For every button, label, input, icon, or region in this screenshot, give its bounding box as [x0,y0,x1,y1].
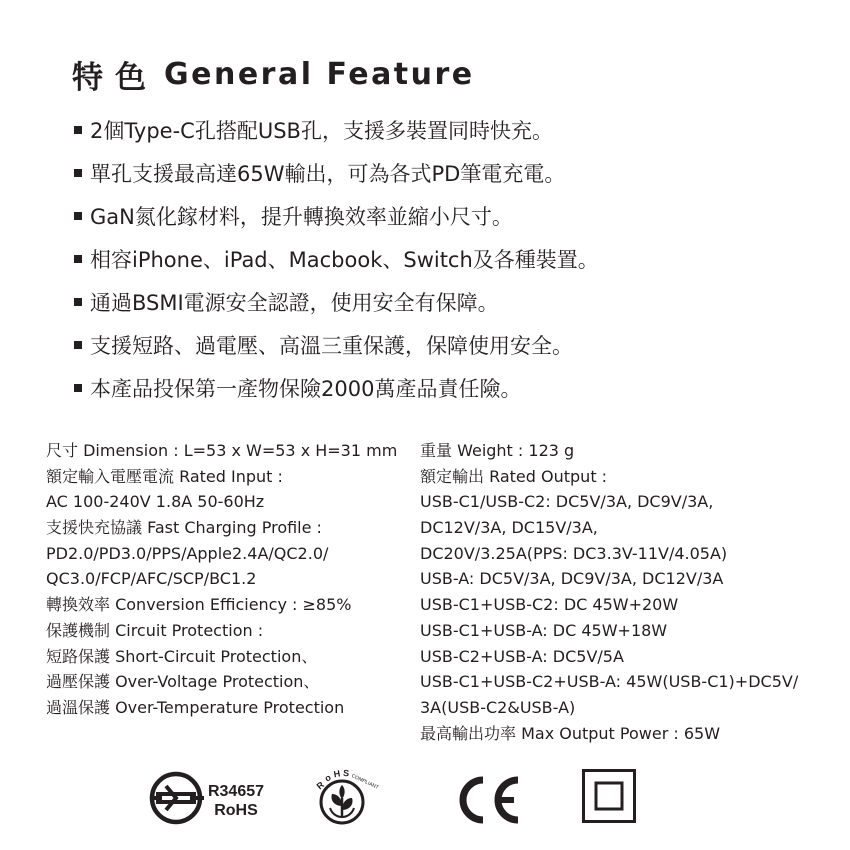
spec-line: USB-C2+USB-A: DC5V/5A [420,646,624,666]
bullet-square-icon [74,126,82,134]
bullet-square-icon [74,384,82,392]
spec-list-left [46,438,397,721]
feature-item [74,237,774,280]
bsmi-label [204,782,268,820]
feature-text: 本產品投保第一產物保險2000萬產品責任險。 [90,376,522,401]
spec-line: 過溫保護 Over-Temperature Protection [46,697,345,717]
double-insulation-icon [582,769,636,823]
spec-line: 過壓保護 Over-Voltage Protection、 [46,672,320,692]
feature-list [74,108,774,409]
spec-line: 轉換效率 Conversion Efficiency : ≥85% [46,595,352,615]
spec-line: 保護機制 Circuit Protection : [46,620,264,640]
spec-line: USB-A: DC5V/3A, DC9V/3A, DC12V/3A [420,569,724,589]
spec-line: AC 100-240V 1.8A 50-60Hz [46,492,265,512]
feature-text: GaN氮化鎵材料，提升轉換效率並縮小尺寸。 [90,204,513,229]
spec-line: PD2.0/PD3.0/PPS/Apple2.4A/QC2.0/ [46,543,329,563]
feature-item [74,151,774,194]
spec-line: 額定輸入電壓電流 Rated Input : [46,466,283,486]
feature-item [74,323,774,366]
title-chinese: 特色 [72,59,158,96]
spec-line: 重量 Weight : 123 g [420,441,575,460]
svg-text:R: R [314,779,326,792]
bsmi-code: R34657 [207,783,265,800]
spec-line: USB-C1+USB-C2+USB-A: 45W(USB-C1)+DC5V/ [420,672,799,692]
feature-text: 支援短路、過電壓、高溫三重保護，保障使用安全。 [90,333,573,358]
spec-line: USB-C1/USB-C2: DC5V/3A, DC9V/3A, [420,492,714,512]
spec-line: 最高輸出功率 Max Output Power : 65W [420,723,721,743]
spec-line: USB-C1+USB-C2: DC 45W+20W [420,595,679,615]
spec-line: 尺寸 Dimension : L=53 x W=53 x H=31 mm [46,441,398,460]
section-title [72,50,475,98]
spec-line: DC12V/3A, DC15V/3A, [420,518,598,538]
bullet-square-icon [74,212,82,220]
bullet-square-icon [74,255,82,263]
svg-text:COMPLIANT: COMPLIANT [350,773,380,791]
feature-text: 2個Type-C孔搭配USB孔，支援多裝置同時快充。 [90,118,553,143]
rohs-compliant-icon [306,766,380,832]
bsmi-icon [148,770,204,826]
feature-text: 通過BSMI電源安全認證，使用安全有保障。 [90,290,499,315]
spec-line: 額定輸出 Rated Output : [420,466,608,486]
feature-text: 單孔支援最高達65W輸出，可為各式PD筆電充電。 [90,161,566,186]
feature-item [74,280,774,323]
bullet-square-icon [74,298,82,306]
spec-line: 短路保護 Short-Circuit Protection、 [46,646,318,666]
bsmi-rohs: RoHS [214,802,258,819]
feature-text: 相容iPhone、iPad、Macbook、Switch及各種裝置。 [90,247,599,272]
feature-item [74,108,774,151]
certification-marks [0,762,850,832]
spec-line: USB-C1+USB-A: DC 45W+18W [420,620,668,640]
spec-line: DC20V/3.25A(PPS: DC3.3V-11V/4.05A) [420,543,728,563]
title-english: General Feature [164,56,475,92]
spec-list-right [420,438,798,746]
bullet-square-icon [74,169,82,177]
ce-mark-icon [452,772,524,828]
feature-item [74,366,774,409]
svg-text:S: S [342,767,350,779]
bullet-square-icon [74,341,82,349]
feature-item [74,194,774,237]
spec-line: QC3.0/FCP/AFC/SCP/BC1.2 [46,569,257,589]
spec-line: 3A(USB-C2&USB-A) [420,697,576,717]
spec-line: 支援快充協議 Fast Charging Profile : [46,518,322,538]
svg-text:o: o [323,772,333,784]
svg-text:H: H [332,768,341,780]
